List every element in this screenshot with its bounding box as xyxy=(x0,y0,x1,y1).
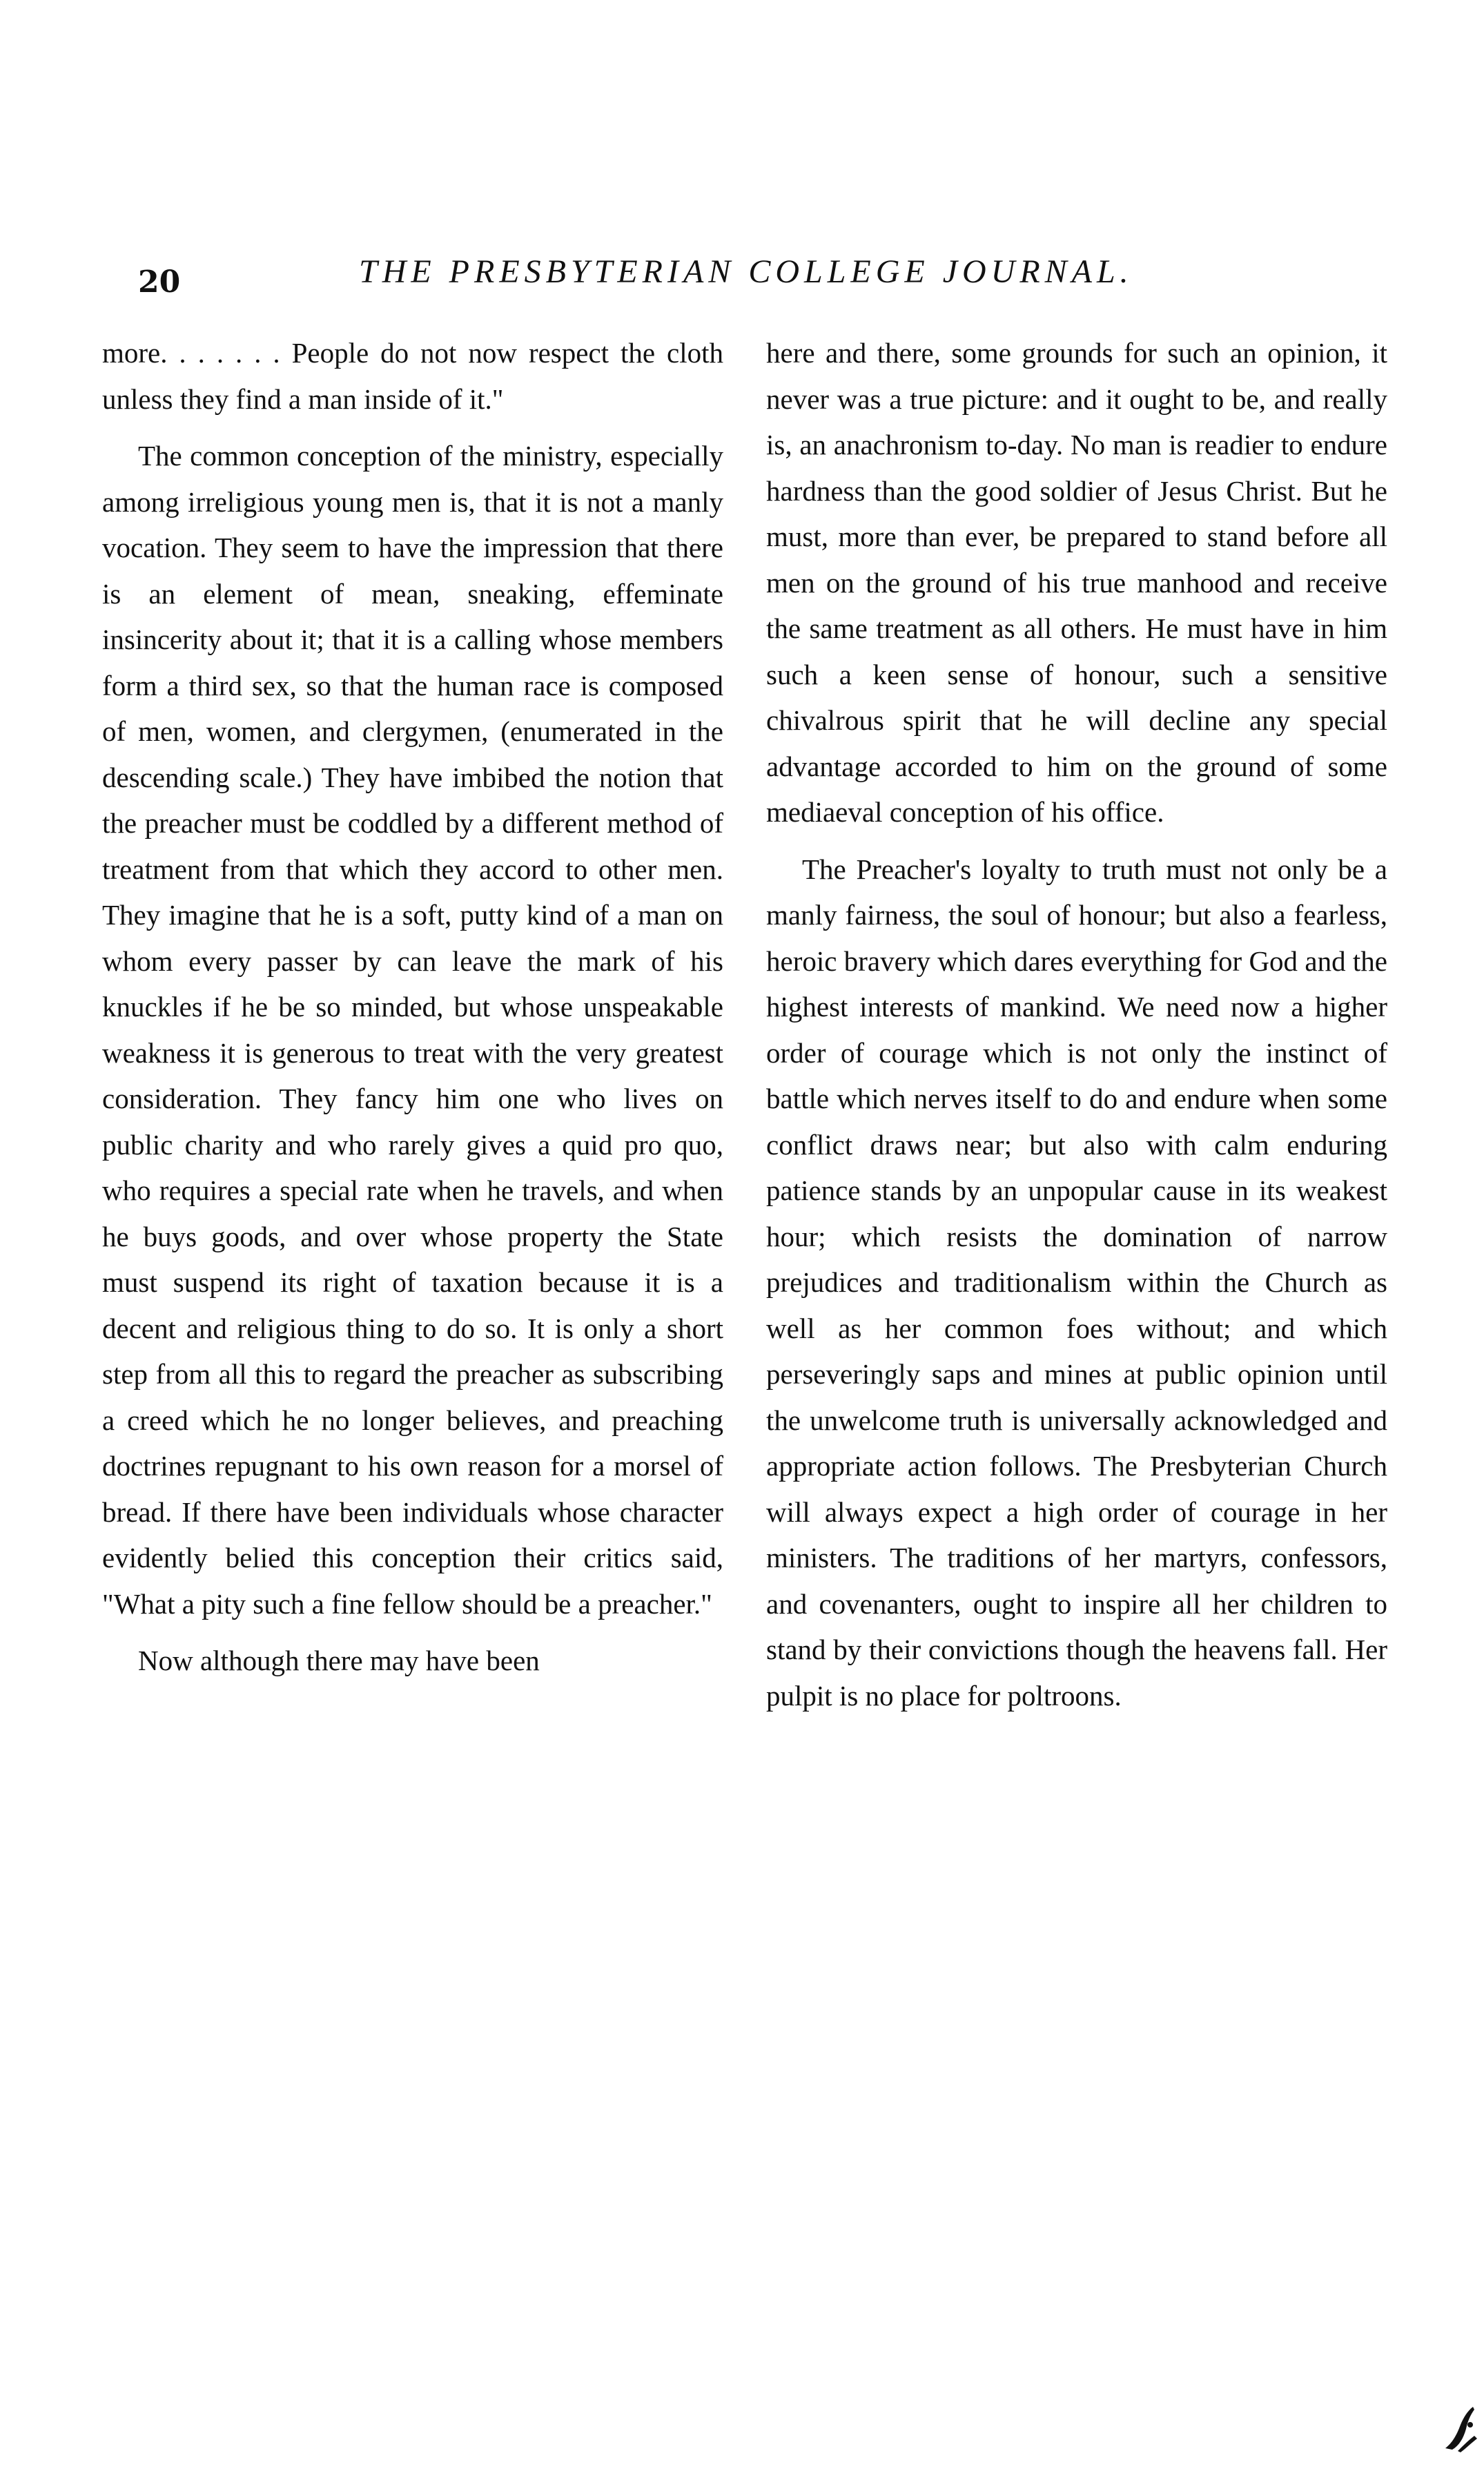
paragraph: more. . . . . . . People do not now respect the cloth unless they find a man inside of it." xyxy=(102,337,723,415)
left-column xyxy=(102,330,723,1695)
printer-flourish-icon xyxy=(1443,2404,1480,2452)
right-column xyxy=(766,330,1387,1730)
paragraph: here and there, some grounds for such an opinion, it never was a true picture: and it ought to be, and really is, an anachronism to-day. No man is readier to endure hardness than the good soldier of Jesus Christ. But he must, more than ever, be prepared to stand before all men on the ground of his true manhood and receive the same treatment as all others. He must have in him such a keen sense of honour, such a sensitive chivalrous spirit that he will decline any special advantage accorded to him on the ground of some mediaeval conception of his office. xyxy=(766,337,1387,828)
paragraph: Now although there may have been xyxy=(138,1645,540,1676)
paragraph: The common conception of the ministry, especially among irreligious young men is, that it is not a manly vocation. They seem to have the impression that there is an element of mean, sneaking, effeminate insincerity about it; that it is a calling whose members form a third sex, so that the human race is composed of men, women, and clergymen, (enumerated in the descending scale.) They have imbibed the notion that the preacher must be coddled by a different method of treatment from that which they accord to other men. They imagine that he is a soft, putty kind of a man on whom every passer by can leave the mark of his knuckles if he be so minded, but whose unspeakable weakness it is generous to treat with the very greatest consideration. They fancy him one who lives on public charity and who rarely gives a quid pro quo, who requires a special rate when he travels, and when he buys goods, and over whose property the State must suspend its right of taxation because it is a decent and religious thing to do so. It is only a short step from all this to regard the preacher as subscribing a creed which he no longer believes, and preaching doctrines repugnant to his own reason for a morsel of bread. If there have been individuals whose character evidently belied this conception their critics said, "What a pity such a fine fellow should be a preacher." xyxy=(102,440,723,1620)
page-number: 20 xyxy=(138,264,181,300)
running-head: THE PRESBYTERIAN COLLEGE JOURNAL. xyxy=(359,253,1133,290)
paragraph: The Preacher's loyalty to truth must not only be a manly fairness, the soul of honour; but also a fearless, heroic bravery which dares everything for God and the highest interests of mankind. We need now a higher order of courage which is not only the instinct of battle which nerves itself to do and endure when some conflict draws near; but also with calm enduring patience stands by an unpopular cause in its weakest hour; which resists the domination of narrow prejudices and traditionalism within the Church as well as her common foes without; and which perseveringly saps and mines at public opinion until the unwelcome truth is universally acknowledged and appropriate action follows. The Presbyterian Church will always expect a high order of courage in her ministers. The traditions of her martyrs, confessors, and covenanters, ought to inspire all her children to stand by their convictions though the heavens fall. Her pulpit is no place for poltroons. xyxy=(766,853,1387,1712)
